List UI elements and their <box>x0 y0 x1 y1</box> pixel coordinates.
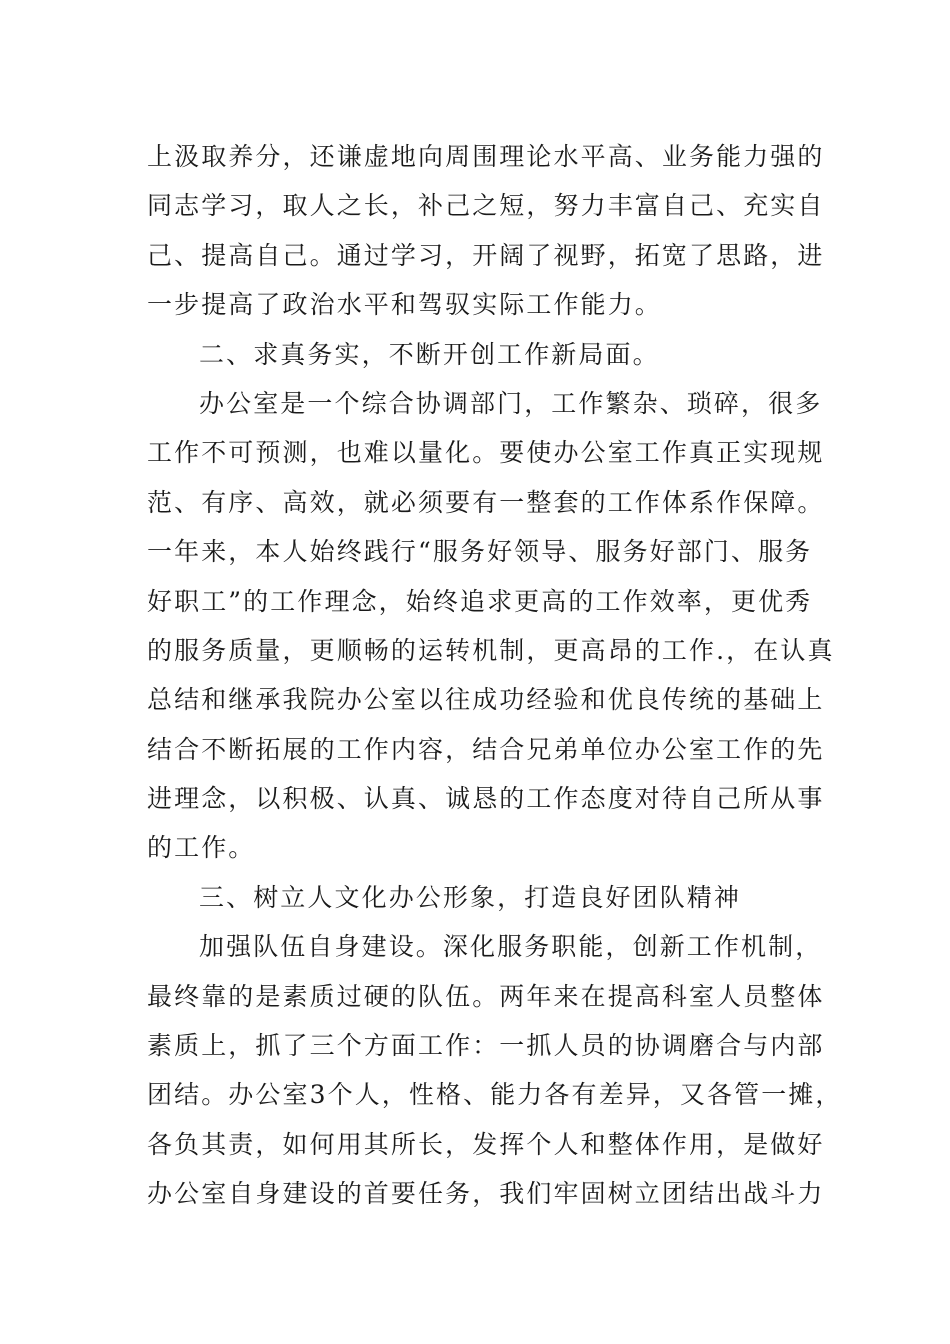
text-line-4: 一步提高了政治水平和驾驭实际工作能力。 <box>147 290 662 320</box>
text-line-1: 上汲取养分，还谦虚地向周围理论水平高、业务能力强的 <box>147 142 825 171</box>
text-line-17: 加强队伍自身建设。深化服务职能，创新工作机制， <box>199 932 823 962</box>
section-heading-3: 三、树立人文化办公形象，打造良好团队精神 <box>199 882 742 912</box>
text-line-20: 团结。办公室3个人，性格、能力各有差异，又各管一摊， <box>147 1080 843 1110</box>
text-line-21: 各负其责，如何用其所长，发挥个人和整体作用，是做好 <box>147 1129 825 1159</box>
text-line-2: 同志学习，取人之长，补己之短，努力丰富自己、充实自 <box>147 191 825 221</box>
text-line-19: 素质上，抓了三个方面工作：一抓人员的协调磨合与内部 <box>147 1031 825 1061</box>
text-line-3: 己、提高自己。通过学习，开阔了视野，拓宽了思路，进 <box>147 240 825 270</box>
text-line-6: 办公室是一个综合协调部门，工作繁杂、琐碎，很多 <box>199 388 823 418</box>
text-line-10: 好职工”的工作理念，始终追求更高的工作效率，更优秀 <box>147 586 813 616</box>
text-line-9: 一年来，本人始终践行“服务好领导、服务好部门、服务 <box>147 537 813 567</box>
text-line-18: 最终靠的是素质过硬的队伍。两年来在提高科室人员整体 <box>147 981 825 1011</box>
text-line-15: 的工作。 <box>147 833 256 863</box>
text-line-14: 进理念，以积极、认真、诚恳的工作态度对待自己所从事 <box>147 784 825 814</box>
text-line-13: 结合不断拓展的工作内容，结合兄弟单位办公室工作的先 <box>147 734 825 764</box>
section-heading-2: 二、求真务实，不断开创工作新局面。 <box>199 339 660 369</box>
text-line-7: 工作不可预测，也难以量化。要使办公室工作真正实现规 <box>147 438 825 468</box>
text-line-22: 办公室自身建设的首要任务，我们牢固树立团结出战斗力 <box>147 1179 825 1209</box>
text-line-8: 范、有序、高效，就必须要有一整套的工作体系作保障。 <box>147 487 825 517</box>
document-body <box>147 132 843 1219</box>
text-line-11: 的服务质量，更顺畅的运转机制，更高昂的工作.，在认真 <box>147 635 835 665</box>
text-line-12: 总结和继承我院办公室以往成功经验和优良传统的基础上 <box>147 685 825 715</box>
